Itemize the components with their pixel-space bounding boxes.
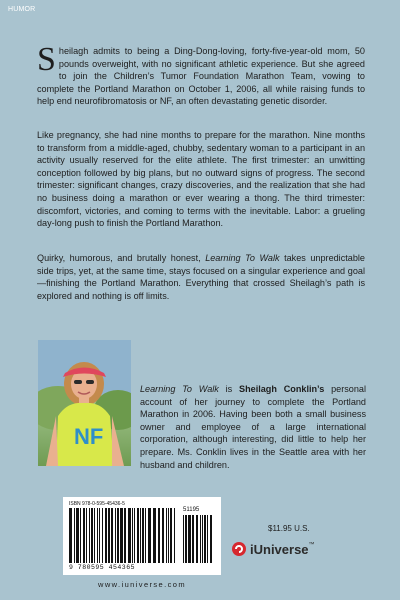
bio-author-name: Sheilagh Conklin’s [239, 384, 325, 394]
barcode-bar [204, 515, 206, 563]
trademark-symbol: ™ [308, 541, 315, 548]
barcode-bar [80, 508, 81, 563]
iuniverse-swirl-icon [231, 541, 247, 557]
publisher-website: www.iuniverse.com [98, 580, 186, 589]
barcode-bar [76, 508, 79, 563]
author-photo [38, 340, 131, 466]
blurb-paragraph-3 [37, 252, 365, 302]
barcode-number: 9 780595 454365 [69, 564, 136, 571]
barcode-bar [69, 508, 72, 563]
barcode-bar [200, 515, 201, 563]
barcode-bar [142, 508, 144, 563]
barcode-bar [185, 515, 187, 563]
barcode-bar [111, 508, 113, 563]
barcode-bar [89, 508, 90, 563]
barcode-bar [124, 508, 126, 563]
publisher-logo [231, 541, 315, 557]
isbn-barcode [69, 508, 177, 563]
blurb-paragraph-1 [37, 41, 365, 108]
shirt-nf-logo: NF [74, 424, 104, 449]
barcode-bar [134, 508, 135, 563]
barcode-bar [108, 508, 110, 563]
drop-cap: S [37, 41, 56, 78]
publisher-name-text: iUniverse [250, 541, 309, 557]
barcode-bar [158, 508, 160, 563]
barcode-box [63, 497, 221, 575]
retail-price: $11.95 U.S. [268, 524, 310, 533]
barcode-bar [174, 508, 175, 563]
blurb-paragraph-1-text: heilagh admits to being a Ding-Dong-loving, forty-five-year-old mom, 50 pounds overweight, with no significant athletic experience. But she agreed to join the Children’s Tumor Foundation Marathon Team, vowing to complete the Portland Marathon on October 1, 2006, all while raising funds to help end neurofibromatosis or NF, an often devastating genetic disorder. [37, 46, 365, 107]
barcode-bar [83, 508, 85, 563]
barcode-bar [120, 508, 123, 563]
barcode-bar [170, 508, 172, 563]
barcode-bar [183, 515, 184, 563]
barcode-bar [148, 508, 151, 563]
isbn-number: ISBN 978-0-595-45436-5 [69, 501, 125, 507]
barcode-bar [192, 515, 194, 563]
barcode-bar [86, 508, 87, 563]
blurb-p3-after: takes unpredictable side trips, yet, at the same time, stays focused on a singular experience and goal—finishing the Portland Marathon. Everything that crossed Sheilagh’s path is explored and nothing is off limits. [37, 253, 365, 301]
category-label: HUMOR [8, 6, 36, 13]
barcode-bar [168, 508, 169, 563]
barcode-bar [115, 508, 116, 563]
price-barcode [183, 515, 215, 563]
blurb-paragraph-2: Like pregnancy, she had nine months to prepare for the marathon. Nine months to transform from a middle-aged, chubby, sedentary woman to a participant in an activity usually reserved for the elite athlete. The first trimester: an unwitting conception followed by big plans, but no outward signs of progress. The second trimester: significant changes, crazy discoveries, and the realization that she had no business doing a marathon or ever wearing a thong. The third trimester: discomfort, victories, and coming to terms with the inevitable. Labor: a grueling day-long push to finish the Portland Marathon. [37, 130, 365, 229]
barcode-bar [202, 515, 203, 563]
barcode-bar [99, 508, 100, 563]
blurb-p3-before: Quirky, humorous, and brutally honest, [37, 253, 206, 263]
price-code: 51195 [183, 507, 200, 513]
barcode-bar [128, 508, 131, 563]
barcode-bar [117, 508, 119, 563]
barcode-bar [91, 508, 93, 563]
publisher-name [250, 542, 315, 557]
barcode-bar [166, 508, 167, 563]
barcode-bar [74, 508, 75, 563]
barcode-bar [145, 508, 146, 563]
barcode-bar [97, 508, 98, 563]
barcode-bar [132, 508, 133, 563]
barcode-bar [137, 508, 139, 563]
barcode-bar [140, 508, 141, 563]
barcode-bar [207, 515, 208, 563]
barcode-bar [105, 508, 107, 563]
book-title-inline: Learning To Walk [205, 253, 280, 263]
barcode-bar [188, 515, 191, 563]
bio-text: personal account of her journey to complete the Portland Marathon in 2006. Having been both a small business owner and employee of a large international corporation, although interesting, did little to help her prepare. Ms. Conklin lives in the Seattle area with her husband and children. [140, 384, 366, 470]
barcode-bar [210, 515, 212, 563]
barcode-bar [94, 508, 95, 563]
barcode-bar [162, 508, 164, 563]
barcode-bar [196, 515, 198, 563]
barcode-bar [153, 508, 156, 563]
author-photo-illustration [38, 340, 131, 466]
barcode-bar [102, 508, 103, 563]
bio-is: is [218, 384, 240, 394]
author-bio [140, 383, 366, 471]
bio-book-title: Learning To Walk [140, 384, 219, 394]
